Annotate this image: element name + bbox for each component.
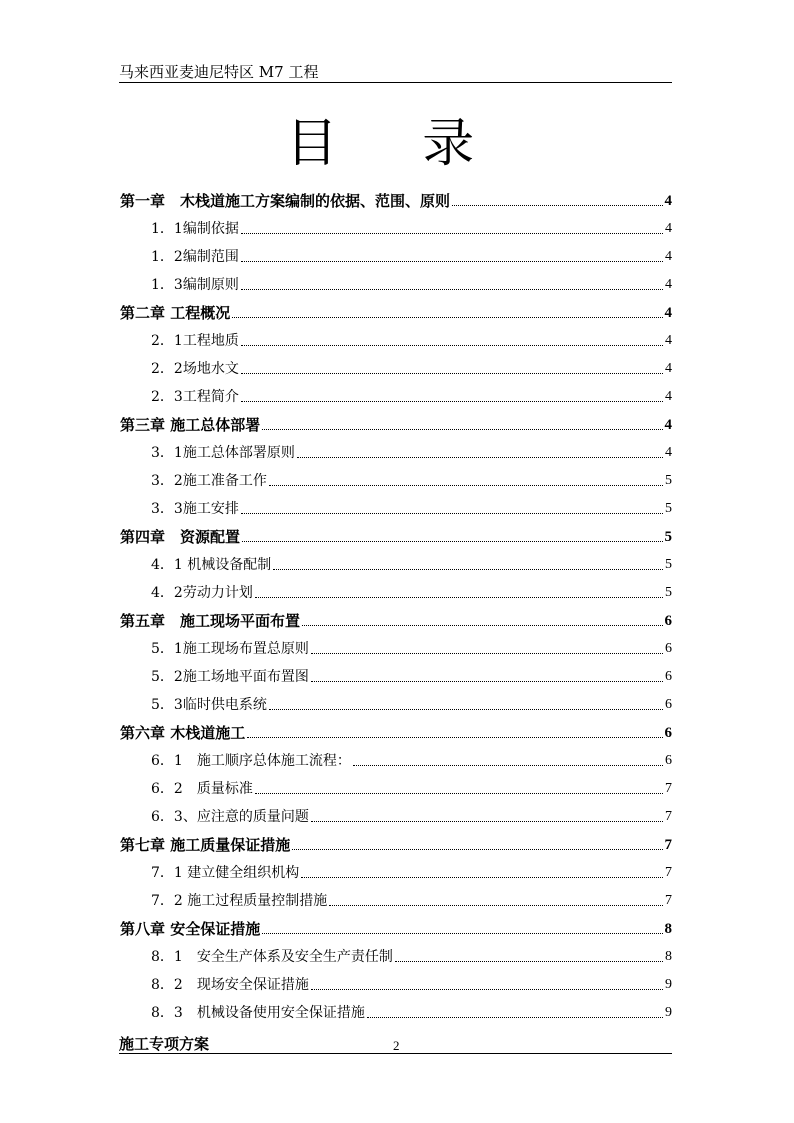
toc-entry-label: 第七章 施工质量保证措施 (120, 836, 291, 854)
toc-chapter-entry[interactable] (120, 716, 672, 744)
toc-entry-page-number: 4 (664, 417, 672, 433)
toc-section-entry[interactable] (120, 380, 672, 408)
toc-entry-page-number: 7 (665, 893, 672, 908)
toc-entry-label: 第六章 木栈道施工 (120, 724, 246, 742)
dot-leader (367, 1017, 663, 1018)
toc-entry-page-number: 5 (665, 557, 672, 572)
toc-entry-label: 4．2劳动力计划 (151, 585, 253, 601)
toc-entry-page-number: 4 (665, 333, 672, 348)
dot-leader (452, 205, 662, 206)
toc-entry-label: 6．2 质量标准 (151, 781, 253, 797)
toc-entry-label: 6．3、应注意的质量问题 (151, 809, 309, 825)
toc-entry-label: 8．3 机械设备使用安全保证措施 (151, 1005, 365, 1021)
toc-chapter-entry[interactable] (120, 184, 672, 212)
dot-leader (241, 289, 663, 290)
toc-section-entry[interactable] (120, 940, 672, 968)
page-number: 2 (393, 1038, 400, 1053)
dot-leader (353, 765, 663, 766)
dot-leader (297, 457, 663, 458)
toc-chapter-entry[interactable] (120, 912, 672, 940)
toc-entry-label: 5．1施工现场布置总原则 (151, 641, 309, 657)
toc-chapter-entry[interactable] (120, 604, 672, 632)
toc-entry-label: 1．3编制原则 (151, 277, 239, 293)
toc-entry-page-number: 4 (665, 277, 672, 292)
toc-entry-page-number: 6 (664, 725, 672, 741)
toc-entry-label: 第五章 施工现场平面布置 (120, 612, 301, 630)
toc-entry-label: 1．2编制范围 (151, 249, 239, 265)
toc-entry-label: 第四章 资源配置 (120, 528, 241, 546)
toc-entry-page-number: 4 (664, 193, 672, 209)
toc-section-entry[interactable] (120, 352, 672, 380)
dot-leader (311, 681, 663, 682)
toc-entry-label: 7．1 建立健全组织机构 (151, 865, 300, 881)
table-of-contents (120, 184, 672, 1024)
toc-section-entry[interactable] (120, 744, 672, 772)
dot-leader (241, 233, 663, 234)
toc-entry-page-number: 4 (664, 305, 672, 321)
toc-entry-page-number: 5 (665, 473, 672, 488)
toc-entry-page-number: 8 (664, 921, 672, 937)
toc-entry-label: 3．2施工准备工作 (151, 473, 267, 489)
toc-entry-label: 第一章 木栈道施工方案编制的依据、范围、原则 (120, 192, 451, 210)
toc-entry-page-number: 6 (665, 641, 672, 656)
dot-leader (241, 373, 663, 374)
toc-entry-label: 2．1工程地质 (151, 333, 239, 349)
toc-section-entry[interactable] (120, 884, 672, 912)
dot-leader (255, 597, 663, 598)
toc-entry-label: 8．2 现场安全保证措施 (151, 977, 309, 993)
dot-leader (241, 261, 663, 262)
toc-entry-page-number: 4 (665, 389, 672, 404)
toc-section-entry[interactable] (120, 856, 672, 884)
toc-section-entry[interactable] (120, 800, 672, 828)
toc-entry-page-number: 6 (665, 753, 672, 768)
toc-section-entry[interactable] (120, 436, 672, 464)
toc-entry-page-number: 7 (665, 809, 672, 824)
toc-section-entry[interactable] (120, 240, 672, 268)
toc-entry-label: 第八章 安全保证措施 (120, 920, 261, 938)
toc-entry-page-number: 6 (665, 697, 672, 712)
footer-label: 施工专项方案 (119, 1035, 210, 1053)
toc-entry-page-number: 7 (665, 865, 672, 880)
toc-entry-page-number: 5 (665, 501, 672, 516)
toc-entry-page-number: 4 (665, 249, 672, 264)
dot-leader (311, 821, 663, 822)
toc-entry-label: 4．1 机械设备配制 (151, 557, 272, 573)
toc-entry-label: 5．2施工场地平面布置图 (151, 669, 309, 685)
toc-section-entry[interactable] (120, 660, 672, 688)
toc-chapter-entry[interactable] (120, 296, 672, 324)
toc-entry-page-number: 9 (665, 1005, 672, 1020)
toc-entry-label: 3．1施工总体部署原则 (151, 445, 295, 461)
toc-entry-page-number: 6 (665, 669, 672, 684)
dot-leader (395, 961, 663, 962)
document-title: 目 录 (285, 114, 509, 174)
toc-section-entry[interactable] (120, 576, 672, 604)
dot-leader (242, 541, 662, 542)
toc-section-entry[interactable] (120, 968, 672, 996)
toc-chapter-entry[interactable] (120, 520, 672, 548)
toc-section-entry[interactable] (120, 548, 672, 576)
dot-leader (262, 933, 662, 934)
toc-entry-page-number: 4 (665, 221, 672, 236)
toc-entry-page-number: 7 (665, 781, 672, 796)
toc-entry-page-number: 8 (665, 949, 672, 964)
dot-leader (247, 737, 662, 738)
dot-leader (241, 513, 663, 514)
toc-entry-page-number: 5 (664, 529, 672, 545)
toc-entry-page-number: 5 (665, 585, 672, 600)
dot-leader (269, 709, 663, 710)
toc-section-entry[interactable] (120, 492, 672, 520)
toc-section-entry[interactable] (120, 688, 672, 716)
toc-entry-page-number: 9 (665, 977, 672, 992)
dot-leader (232, 317, 662, 318)
dot-leader (269, 485, 663, 486)
dot-leader (292, 849, 662, 850)
toc-entry-label: 第二章 工程概况 (120, 304, 231, 322)
toc-entry-page-number: 4 (665, 361, 672, 376)
toc-entry-page-number: 4 (665, 445, 672, 460)
dot-leader (301, 877, 663, 878)
header-title: 马来西亚麦迪尼特区 M7 工程 (119, 63, 319, 81)
page-footer (119, 1036, 672, 1054)
toc-entry-label: 2．3工程简介 (151, 389, 239, 405)
toc-entry-label: 5．3临时供电系统 (151, 697, 267, 713)
toc-section-entry[interactable] (120, 324, 672, 352)
toc-section-entry[interactable] (120, 464, 672, 492)
toc-chapter-entry[interactable] (120, 828, 672, 856)
dot-leader (241, 345, 663, 346)
dot-leader (311, 989, 663, 990)
dot-leader (311, 653, 663, 654)
dot-leader (255, 793, 663, 794)
toc-entry-label: 第三章 施工总体部署 (120, 416, 261, 434)
toc-entry-label: 2．2场地水文 (151, 361, 239, 377)
dot-leader (329, 905, 663, 906)
dot-leader (273, 569, 663, 570)
toc-section-entry[interactable] (120, 772, 672, 800)
toc-entry-label: 6．1 施工顺序总体施工流程： (151, 753, 351, 769)
toc-section-entry[interactable] (120, 632, 672, 660)
toc-section-entry[interactable] (120, 268, 672, 296)
toc-entry-page-number: 6 (664, 613, 672, 629)
dot-leader (262, 429, 662, 430)
dot-leader (302, 625, 662, 626)
toc-entry-page-number: 7 (664, 837, 672, 853)
toc-entry-label: 3．3施工安排 (151, 501, 239, 517)
toc-section-entry[interactable] (120, 996, 672, 1024)
toc-entry-label: 8．1 安全生产体系及安全生产责任制 (151, 949, 393, 965)
toc-entry-label: 1．1编制依据 (151, 221, 239, 237)
toc-chapter-entry[interactable] (120, 408, 672, 436)
toc-section-entry[interactable] (120, 212, 672, 240)
page-header (119, 64, 672, 83)
dot-leader (241, 401, 663, 402)
toc-entry-label: 7．2 施工过程质量控制措施 (151, 893, 328, 909)
